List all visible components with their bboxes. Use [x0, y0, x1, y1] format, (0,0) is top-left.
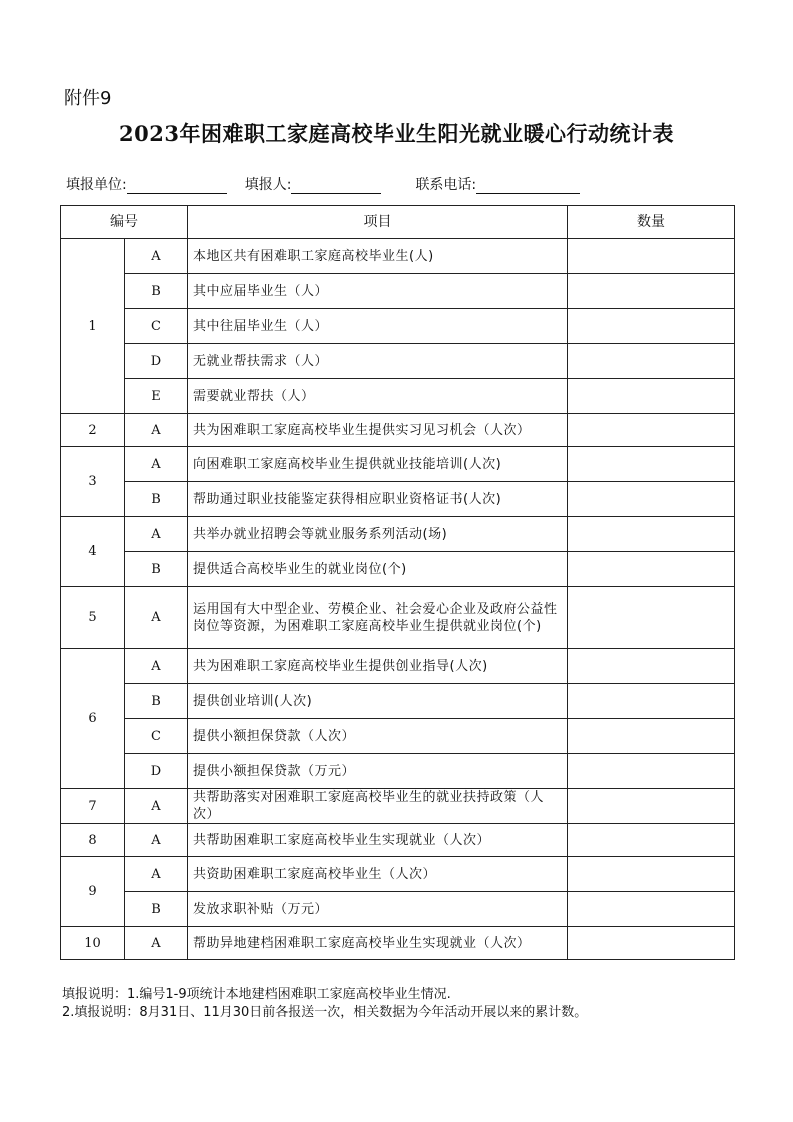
row-letter: C [125, 309, 188, 344]
filler-label: 填报人: [244, 177, 292, 193]
filling-notes [62, 986, 587, 1022]
row-letter: B [125, 274, 188, 309]
quantity-cell[interactable] [568, 517, 735, 552]
row-letter: A [125, 824, 188, 857]
quantity-cell[interactable] [568, 239, 735, 274]
statistics-table [60, 205, 735, 960]
row-item: 共帮助困难职工家庭高校毕业生实现就业（人次） [188, 824, 568, 857]
table-row [61, 857, 735, 892]
quantity-cell[interactable] [568, 447, 735, 482]
header-item: 项目 [188, 206, 568, 239]
table-row [61, 927, 735, 960]
table-row [61, 684, 735, 719]
row-item: 本地区共有困难职工家庭高校毕业生(人) [188, 239, 568, 274]
quantity-cell[interactable] [568, 274, 735, 309]
group-number: 5 [61, 587, 125, 649]
table-row [61, 344, 735, 379]
group-number: 10 [61, 927, 125, 960]
row-item: 共帮助落实对困难职工家庭高校毕业生的就业扶持政策（人次） [188, 789, 568, 824]
row-letter: B [125, 552, 188, 587]
quantity-cell[interactable] [568, 482, 735, 517]
row-letter: B [125, 482, 188, 517]
group-number: 4 [61, 517, 125, 587]
filler-field[interactable] [291, 179, 381, 194]
group-number: 7 [61, 789, 125, 824]
row-item: 需要就业帮扶（人） [188, 379, 568, 414]
group-number: 1 [61, 239, 125, 414]
row-item: 提供小额担保贷款（人次） [188, 719, 568, 754]
row-item: 共资助困难职工家庭高校毕业生（人次） [188, 857, 568, 892]
row-letter: A [125, 857, 188, 892]
quantity-cell[interactable] [568, 684, 735, 719]
row-letter: A [125, 517, 188, 552]
quantity-cell[interactable] [568, 892, 735, 927]
row-item: 其中应届毕业生（人） [188, 274, 568, 309]
row-letter: D [125, 344, 188, 379]
quantity-cell[interactable] [568, 857, 735, 892]
row-letter: A [125, 239, 188, 274]
quantity-cell[interactable] [568, 649, 735, 684]
table-row [61, 552, 735, 587]
header-number: 编号 [61, 206, 188, 239]
table-row [61, 517, 735, 552]
row-item: 发放求职补贴（万元） [188, 892, 568, 927]
row-item: 帮助异地建档困难职工家庭高校毕业生实现就业（人次） [188, 927, 568, 960]
quantity-cell[interactable] [568, 309, 735, 344]
row-letter: D [125, 754, 188, 789]
table-row [61, 309, 735, 344]
row-item: 帮助通过职业技能鉴定获得相应职业资格证书(人次) [188, 482, 568, 517]
quantity-cell[interactable] [568, 789, 735, 824]
group-number: 2 [61, 414, 125, 447]
fill-fields [66, 174, 598, 194]
quantity-cell[interactable] [568, 344, 735, 379]
quantity-cell[interactable] [568, 587, 735, 649]
row-item: 其中往届毕业生（人） [188, 309, 568, 344]
row-letter: C [125, 719, 188, 754]
table-row [61, 587, 735, 649]
row-item: 无就业帮扶需求（人） [188, 344, 568, 379]
row-letter: A [125, 789, 188, 824]
row-letter: A [125, 587, 188, 649]
quantity-cell[interactable] [568, 754, 735, 789]
quantity-cell[interactable] [568, 379, 735, 414]
attachment-label: 附件9 [64, 88, 112, 109]
row-item: 提供适合高校毕业生的就业岗位(个) [188, 552, 568, 587]
table-row [61, 789, 735, 824]
row-letter: E [125, 379, 188, 414]
page-title: 2023年困难职工家庭高校毕业生阳光就业暖心行动统计表 [119, 121, 674, 146]
quantity-cell[interactable] [568, 824, 735, 857]
row-letter: B [125, 684, 188, 719]
note-line: 2.填报说明：8月31日、11月30日前各报送一次，相关数据为今年活动开展以来的累计数。 [62, 1005, 588, 1020]
phone-label: 联系电话: [415, 177, 477, 193]
table-row [61, 414, 735, 447]
table-row [61, 274, 735, 309]
row-item: 共举办就业招聘会等就业服务系列活动(场) [188, 517, 568, 552]
header-quantity: 数量 [568, 206, 735, 239]
row-item: 提供创业培训(人次) [188, 684, 568, 719]
group-number: 3 [61, 447, 125, 517]
phone-field[interactable] [476, 179, 580, 194]
unit-label: 填报单位: [66, 177, 127, 193]
quantity-cell[interactable] [568, 552, 735, 587]
row-letter: A [125, 649, 188, 684]
row-item: 提供小额担保贷款（万元） [188, 754, 568, 789]
quantity-cell[interactable] [568, 414, 735, 447]
table-row [61, 239, 735, 274]
row-letter: B [125, 892, 188, 927]
row-letter: A [125, 414, 188, 447]
table-row [61, 754, 735, 789]
row-letter: A [125, 927, 188, 960]
table-row [61, 892, 735, 927]
table-row [61, 447, 735, 482]
group-number: 6 [61, 649, 125, 789]
row-item: 向困难职工家庭高校毕业生提供就业技能培训(人次) [188, 447, 568, 482]
table-row [61, 482, 735, 517]
row-letter: A [125, 447, 188, 482]
table-row [61, 649, 735, 684]
row-item: 共为困难职工家庭高校毕业生提供创业指导(人次) [188, 649, 568, 684]
note-line: 填报说明：1.编号1-9项统计本地建档困难职工家庭高校毕业生情况. [62, 987, 451, 1002]
table-row [61, 379, 735, 414]
group-number: 9 [61, 857, 125, 927]
unit-field[interactable] [127, 179, 227, 194]
row-item: 运用国有大中型企业、劳模企业、社会爱心企业及政府公益性岗位等资源，为困难职工家庭高校毕业生提供就业岗位(个) [188, 587, 568, 649]
row-item: 共为困难职工家庭高校毕业生提供实习见习机会（人次） [188, 414, 568, 447]
table-row [61, 719, 735, 754]
quantity-cell[interactable] [568, 927, 735, 960]
quantity-cell[interactable] [568, 719, 735, 754]
table-row [61, 824, 735, 857]
group-number: 8 [61, 824, 125, 857]
